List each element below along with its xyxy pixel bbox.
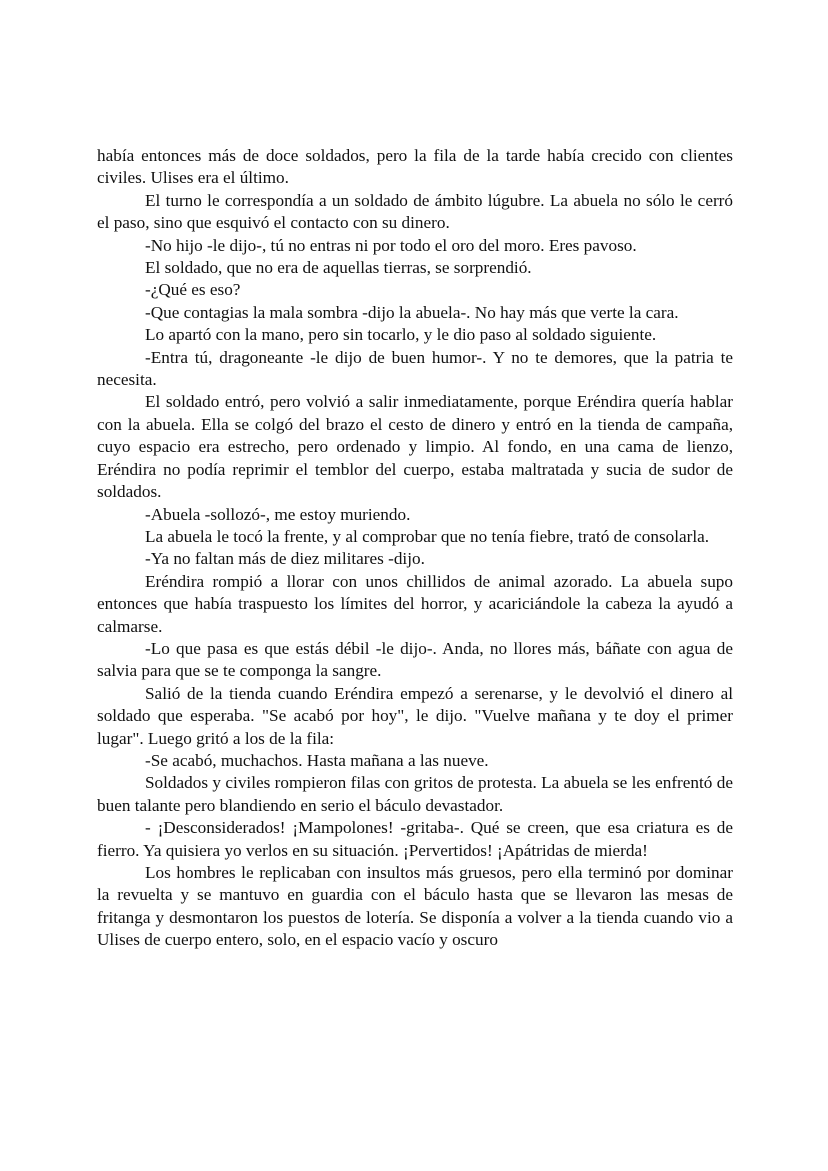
body-text [97,145,733,952]
paragraph-4: El soldado, que no era de aquellas tierras, se sorprendió. [145,258,532,278]
paragraph-14: -Lo que pasa es que estás débil -le dijo-. Anda, no llores más, báñate con agua de salvia para que se te componga la sangre. [97,638,733,681]
paragraph-12: -Ya no faltan más de diez militares -dijo. [145,549,425,569]
paragraph-6: -Que contagias la mala sombra -dijo la abuela-. No hay más que verte la cara. [145,302,679,322]
paragraph-11: La abuela le tocó la frente, y al comprobar que no tenía fiebre, trató de consolarla. [145,526,710,546]
paragraph-1: había entonces más de doce soldados, pero la fila de la tarde había crecido con clientes civiles. Ulises era el último. [97,146,733,188]
paragraph-17: Soldados y civiles rompieron filas con gritos de protesta. La abuela se les enfrentó de buen talante pero blandiendo en serio el báculo devastador. [97,773,733,815]
paragraph-3: -No hijo -le dijo-, tú no entras ni por todo el oro del moro. Eres pavoso. [145,235,637,255]
paragraph-9: El soldado entró, pero volvió a salir inmediatamente, porque Eréndira quería hablar con la abuela. Ella se colgó del brazo el cesto de dinero y entró en la tienda de campaña, cuyo espacio era estrecho, pero ordenado y limpio. Al fondo, en una cama de lienzo, Eréndira no podía reprimir el temblor del cuerpo, estaba maltratada y sucia de sudor de soldados. [97,392,733,502]
paragraph-19: Los hombres le replicaban con insultos más gruesos, pero ella terminó por dominar la revuelta y se mantuvo en guardia con el báculo hasta que se llevaron las mesas de fritanga y desmontaron los puestos de lotería. Se disponía a volver a la tienda cuando vio a Ulises de cuerpo entero, solo, en el espacio vacío y oscuro [97,863,733,950]
paragraph-5: -¿Qué es eso? [145,280,241,300]
paragraph-15: Salió de la tienda cuando Eréndira empezó a serenarse, y le devolvió el dinero al soldado que esperaba. "Se acabó por hoy", le dijo. "Vuelve mañana y te doy el primer lugar". Luego gritó a los de la fila: [97,683,733,748]
paragraph-7: Lo apartó con la mano, pero sin tocarlo, y le dio paso al soldado siguiente. [145,325,657,345]
paragraph-16: -Se acabó, muchachos. Hasta mañana a las nueve. [145,750,489,770]
paragraph-18: - ¡Desconsiderados! ¡Mampolones! -gritaba-. Qué se creen, que esa criatura es de fierro. Ya quisiera yo verlos en su situación. ¡Pervertidos! ¡Apátridas de mierda! [97,818,733,860]
paragraph-8: -Entra tú, dragoneante -le dijo de buen humor-. Y no te demores, que la patria te necesita. [97,347,733,390]
paragraph-13: Eréndira rompió a llorar con unos chillidos de animal azorado. La abuela supo entonces que había traspuesto los límites del horror, y acariciándole la cabeza la ayudó a calmarse. [97,571,733,636]
paragraph-2: El turno le correspondía a un soldado de ámbito lúgubre. La abuela no sólo le cerró el paso, sino que esquivó el contacto con su dinero. [97,190,733,233]
paragraph-10: -Abuela -sollozó-, me estoy muriendo. [145,504,411,524]
